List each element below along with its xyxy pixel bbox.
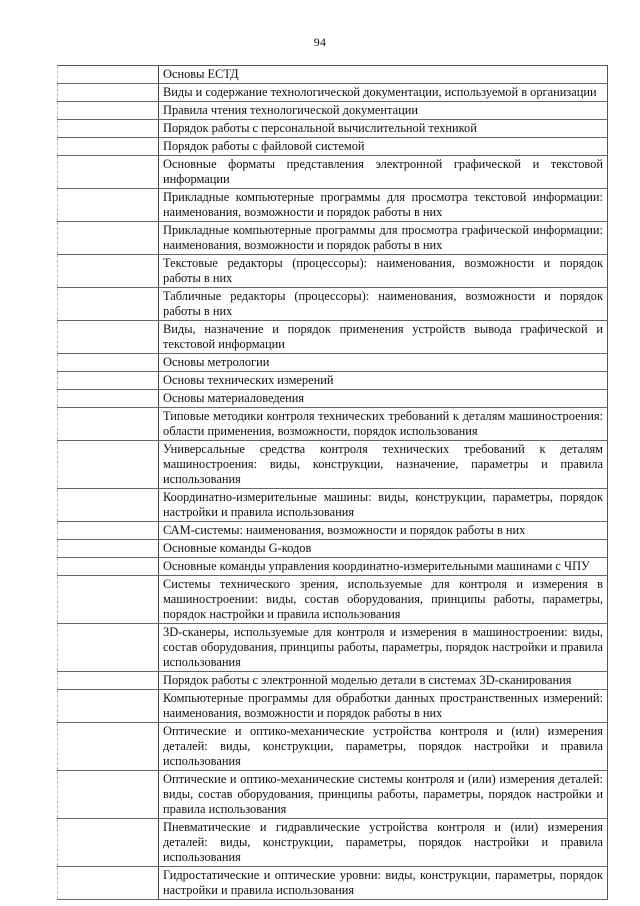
required-knowledge-item: Правила чтения технологической документации	[159, 102, 608, 119]
row-header-cell	[57, 690, 159, 722]
required-knowledge-item: Типовые методики контроля технических требований к деталям машиностроения: области применения, возможности, порядок использования	[159, 408, 608, 440]
row-header-cell	[57, 540, 159, 557]
required-knowledge-item: Виды и содержание технологической документации, используемой в организации	[159, 84, 608, 101]
table-row	[57, 522, 608, 540]
required-knowledge-item: Оптические и оптико-механические системы контроля и (или) измерения деталей: виды, состав оборудования, принципы работы, параметры, порядок настройки и правила использования	[159, 771, 608, 818]
table-row	[57, 576, 608, 624]
row-header-cell	[57, 723, 159, 770]
required-knowledge-item: Оптические и оптико-механические устройства контроля и (или) измерения деталей: виды, конструкции, параметры, порядок настройки и правила использования	[159, 723, 608, 770]
required-knowledge-item: Текстовые редакторы (процессоры): наименования, возможности и порядок работы в них	[159, 255, 608, 287]
required-knowledge-item: Системы технического зрения, используемые для контроля и измерения в машиностроении: виды, состав оборудования, принципы работы, параметры, порядок настройки и правила использования	[159, 576, 608, 623]
row-header-cell	[57, 558, 159, 575]
required-knowledge-item: Координатно-измерительные машины: виды, конструкции, параметры, порядок настройки и правила использования	[159, 489, 608, 521]
table-row	[57, 819, 608, 867]
table-row	[57, 321, 608, 354]
table-row	[57, 408, 608, 441]
row-header-cell	[57, 189, 159, 221]
table-row	[57, 771, 608, 819]
required-knowledge-item: 3D-сканеры, используемые для контроля и измерения в машиностроении: виды, состав оборудования, принципы работы, параметры, порядок настройки и правила использования	[159, 624, 608, 671]
required-knowledge-item: Прикладные компьютерные программы для просмотра текстовой информации: наименования, возможности и порядок работы в них	[159, 189, 608, 221]
required-knowledge-item: Основы технических измерений	[159, 372, 608, 389]
required-knowledge-item: Основные команды G-кодов	[159, 540, 608, 557]
table-row	[57, 372, 608, 390]
required-knowledge-item: Пневматические и гидравлические устройства контроля и (или) измерения деталей: виды, конструкции, параметры, порядок настройки и правила использования	[159, 819, 608, 866]
row-header-cell	[57, 354, 159, 371]
table-row	[57, 222, 608, 255]
table-row	[57, 672, 608, 690]
required-knowledge-item: Прикладные компьютерные программы для просмотра графической информации: наименования, возможности и порядок работы в них	[159, 222, 608, 254]
required-knowledge-item: Универсальные средства контроля технических требований к деталям машиностроения: виды, конструкции, назначение, параметры и правила использования	[159, 441, 608, 488]
table-row	[57, 138, 608, 156]
table-row	[57, 189, 608, 222]
row-header-cell	[57, 120, 159, 137]
table-row	[57, 120, 608, 138]
row-header-cell	[57, 321, 159, 353]
row-header-cell	[57, 288, 159, 320]
table-row	[57, 156, 608, 189]
row-header-cell	[57, 372, 159, 389]
table-row	[57, 255, 608, 288]
table-row	[57, 867, 608, 900]
row-header-cell	[57, 255, 159, 287]
table-row	[57, 441, 608, 489]
table-row	[57, 558, 608, 576]
table-row	[57, 540, 608, 558]
table-row	[57, 66, 608, 84]
row-header-cell	[57, 222, 159, 254]
row-header-cell	[57, 867, 159, 899]
row-header-cell	[57, 390, 159, 407]
table-row	[57, 354, 608, 372]
row-header-cell	[57, 138, 159, 155]
required-knowledge-item: Виды, назначение и порядок применения устройств вывода графической и текстовой информации	[159, 321, 608, 353]
table-row	[57, 102, 608, 120]
required-knowledge-item: Компьютерные программы для обработки данных пространственных измерений: наименования, возможности и порядок работы в них	[159, 690, 608, 722]
table-row	[57, 489, 608, 522]
table-row	[57, 390, 608, 408]
row-header-cell	[57, 66, 159, 83]
table-row	[57, 624, 608, 672]
required-knowledge-item: Порядок работы с персональной вычислительной техникой	[159, 120, 608, 137]
required-knowledge-item: Гидростатические и оптические уровни: виды, конструкции, параметры, порядок настройки и правила использования	[159, 867, 608, 899]
page-number: 94	[313, 35, 327, 49]
table-row	[57, 723, 608, 771]
row-header-cell	[57, 102, 159, 119]
row-header-cell	[57, 672, 159, 689]
row-header-cell	[57, 84, 159, 101]
row-header-cell	[57, 624, 159, 671]
row-header-cell	[57, 522, 159, 539]
table-row	[57, 690, 608, 723]
required-knowledge-item: САМ-системы: наименования, возможности и порядок работы в них	[159, 522, 608, 539]
row-header-cell	[57, 489, 159, 521]
required-knowledge-item: Порядок работы с файловой системой	[159, 138, 608, 155]
required-knowledge-item: Основные команды управления координатно-измерительными машинами с ЧПУ	[159, 558, 608, 575]
table-row	[57, 84, 608, 102]
row-header-cell	[57, 771, 159, 818]
knowledge-table	[57, 65, 608, 900]
row-header-cell	[57, 441, 159, 488]
required-knowledge-item: Основы ЕСТД	[159, 66, 608, 83]
table-row	[57, 288, 608, 321]
required-knowledge-item: Табличные редакторы (процессоры): наименования, возможности и порядок работы в них	[159, 288, 608, 320]
row-header-cell	[57, 408, 159, 440]
row-header-cell	[57, 156, 159, 188]
row-header-cell	[57, 819, 159, 866]
required-knowledge-item: Основные форматы представления электронной графической и текстовой информации	[159, 156, 608, 188]
required-knowledge-item: Основы материаловедения	[159, 390, 608, 407]
required-knowledge-item: Порядок работы с электронной моделью детали в системах 3D-сканирования	[159, 672, 608, 689]
row-header-cell	[57, 576, 159, 623]
required-knowledge-item: Основы метрологии	[159, 354, 608, 371]
